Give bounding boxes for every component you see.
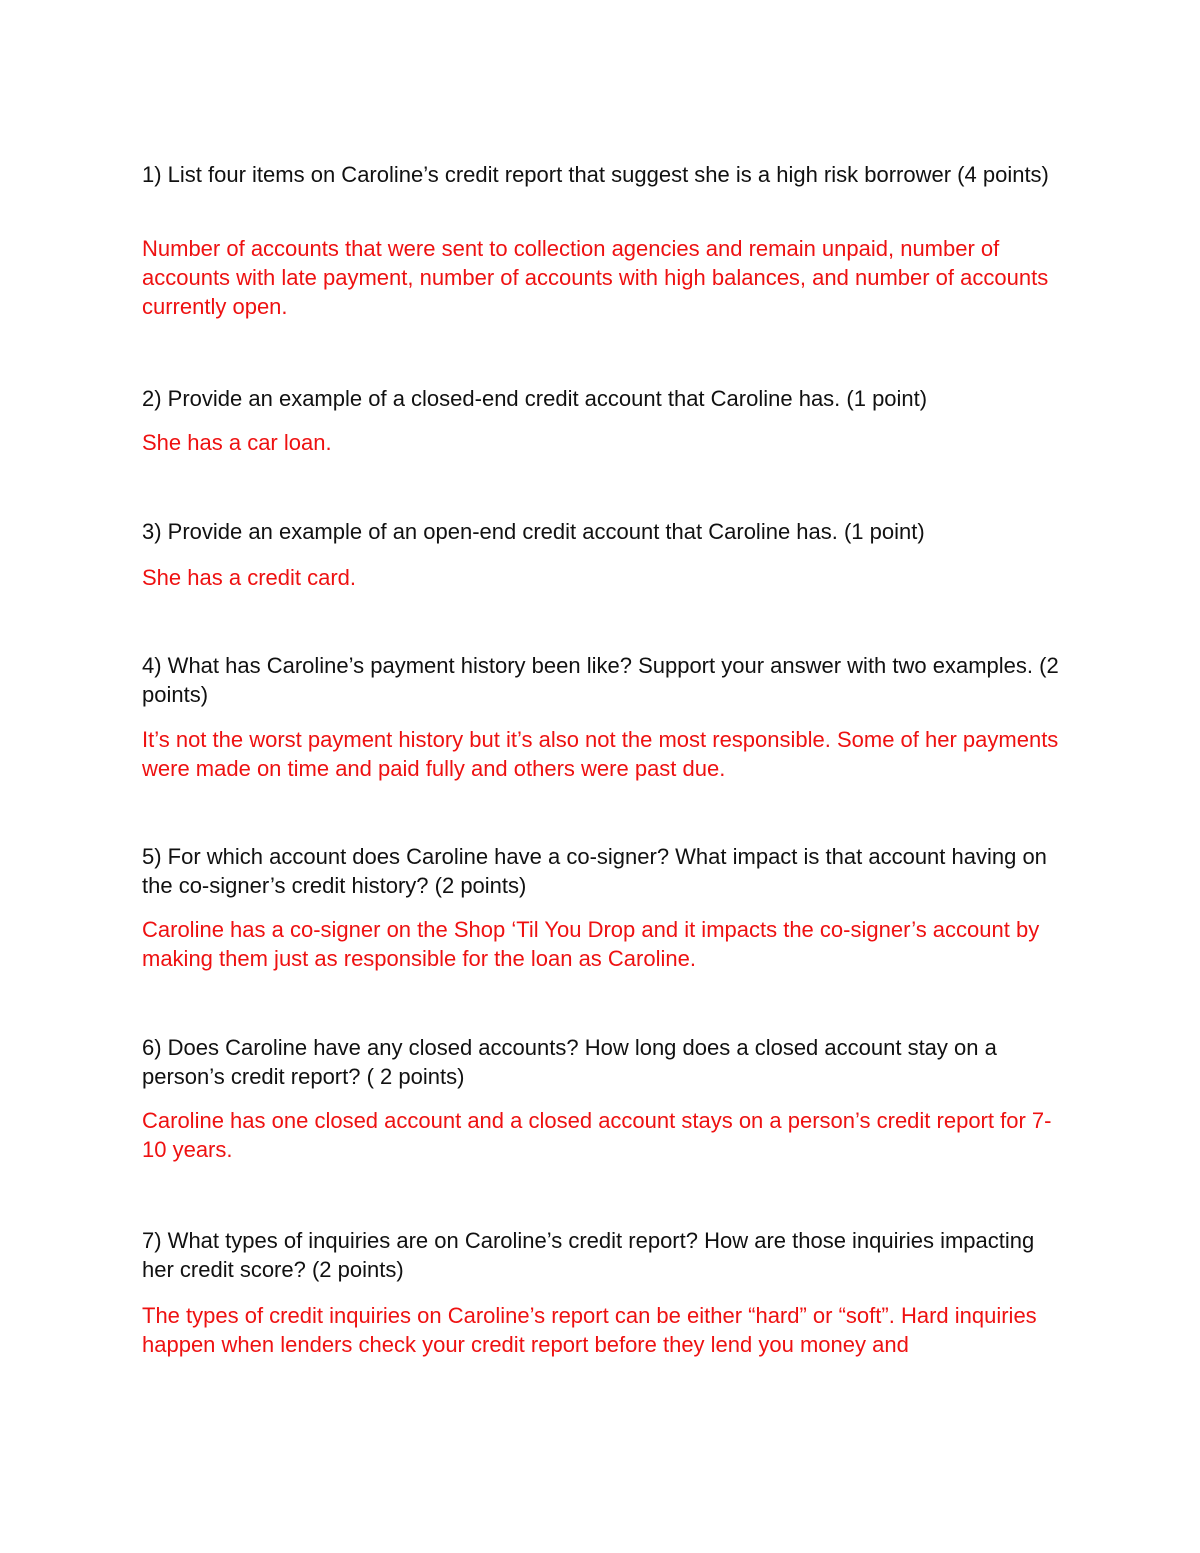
question-2: 2) Provide an example of a closed-end credit account that Caroline has. (1 point) (142, 386, 928, 411)
answer-4: It’s not the worst payment history but it’s also not the most responsible. Some of her payments were made on time and paid fully and others were past due. (142, 727, 1059, 781)
answer-5: Caroline has a co-signer on the Shop ‘Til You Drop and it impacts the co-signer’s account by making them just as responsible for the loan as Caroline. (142, 917, 1040, 971)
question-6: 6) Does Caroline have any closed accounts? How long does a closed account stay on a person’s credit report? ( 2 points) (142, 1035, 997, 1089)
question-7: 7) What types of inquiries are on Caroline’s credit report? How are those inquiries impacting her credit score? (2 points) (142, 1228, 1035, 1282)
answer-6: Caroline has one closed account and a closed account stays on a person’s credit report for 7-10 years. (142, 1108, 1052, 1162)
answer-2: She has a car loan. (142, 430, 332, 455)
question-4: 4) What has Caroline’s payment history been like? Support your answer with two examples. (2 points) (142, 653, 1059, 707)
question-1: 1) List four items on Caroline’s credit report that suggest she is a high risk borrower (4 points) (142, 162, 1049, 187)
question-5: 5) For which account does Caroline have a co-signer? What impact is that account having on the co-signer’s credit history? (2 points) (142, 844, 1047, 898)
answer-1: Number of accounts that were sent to collection agencies and remain unpaid, number of accounts with late payment, number of accounts with high balances, and number of accounts currently open. (142, 236, 1049, 319)
answer-7: The types of credit inquiries on Caroline’s report can be either “hard” or “soft”. Hard inquiries happen when lenders check your credit report before they lend you money and (142, 1303, 1037, 1357)
answer-3: She has a credit card. (142, 565, 357, 590)
question-3: 3) Provide an example of an open-end credit account that Caroline has. (1 point) (142, 519, 925, 544)
